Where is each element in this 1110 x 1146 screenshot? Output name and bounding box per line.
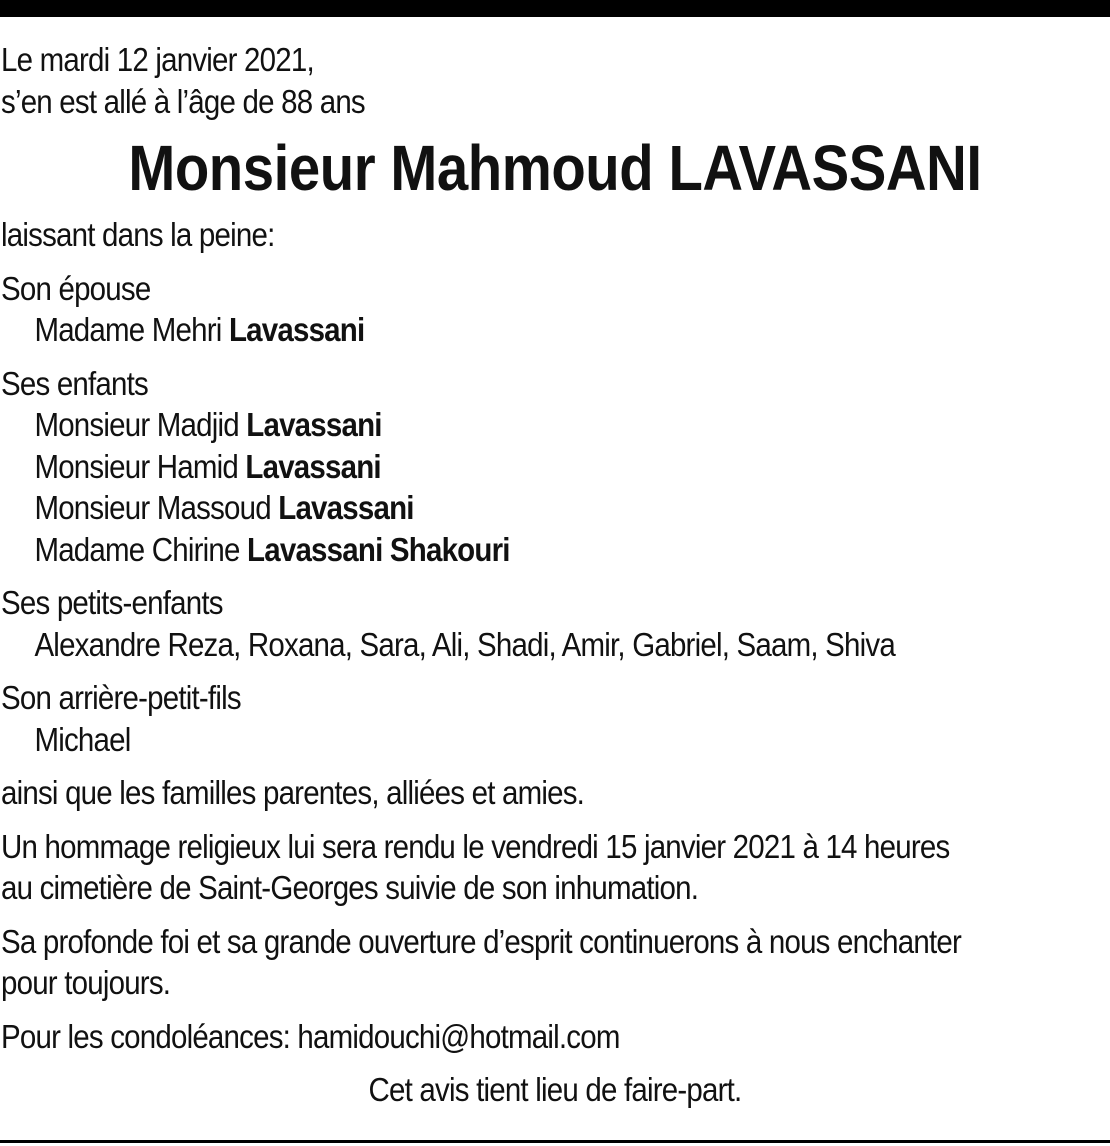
obituary-notice [1,40,1109,1112]
great-grandchild-section [1,678,1109,761]
children-section [1,364,1109,572]
child-entry [1,530,1109,572]
tribute-line-1: Sa profonde foi et sa grande ouverture d’esprit continuerons à nous enchanter [1,923,962,961]
deceased-name-heading: Monsieur Mahmoud LAVASSANI [128,132,982,204]
family-name: Lavassani Shakouri [247,531,510,569]
families-line: ainsi que les familles parentes, alliées et amies. [1,775,585,812]
condolences-line: Pour les condoléances: hamidouchi@hotmail.com [1,1018,620,1056]
grandchildren-names: Alexandre Reza, Roxana, Sara, Ali, Shadi, Amir, Gabriel, Saam, Shiva [34,626,895,664]
given-name: Monsieur Massoud [34,490,279,527]
child-entry [1,447,1109,489]
top-border-rule [0,0,1110,17]
family-name: Lavassani [278,490,414,527]
lead-in-text: laissant dans la peine: [1,217,275,254]
tribute-line-2: pour toujours. [1,965,171,1002]
great-grandchild-label: Son arrière-petit-fils [1,680,241,717]
intro-date-line: Le mardi 12 janvier 2021, [1,42,314,79]
ceremony-line-1: Un hommage religieux lui sera rendu le vendredi 15 janvier 2021 à 14 heures [1,828,950,866]
grandchildren-section [1,583,1109,666]
given-name: Madame Chirine [34,531,248,569]
given-name: Madame Mehri [34,312,229,349]
spouse-entry [1,310,1109,352]
family-name: Lavassani [228,312,365,349]
spouse-label: Son épouse [1,270,151,308]
child-entry [1,488,1109,530]
given-name: Monsieur Hamid [34,448,246,486]
intro-age-line: s’en est allé à l’âge de 88 ans [1,83,365,121]
great-grandchild-name: Michael [34,721,131,759]
ceremony-paragraph [1,827,1109,910]
bottom-border-rule [0,1140,1110,1143]
tribute-paragraph [1,922,1109,1005]
grandchildren-label: Ses petits-enfants [1,585,223,622]
family-name: Lavassani [245,448,381,486]
ceremony-line-2: au cimetière de Saint-Georges suivie de son inhumation. [1,870,699,907]
children-label: Ses enfants [1,365,148,403]
family-name: Lavassani [246,407,382,444]
footer-note: Cet avis tient lieu de faire-part. [368,1072,742,1109]
given-name: Monsieur Madjid [34,407,247,444]
child-entry [1,405,1109,447]
spouse-section [1,269,1109,352]
